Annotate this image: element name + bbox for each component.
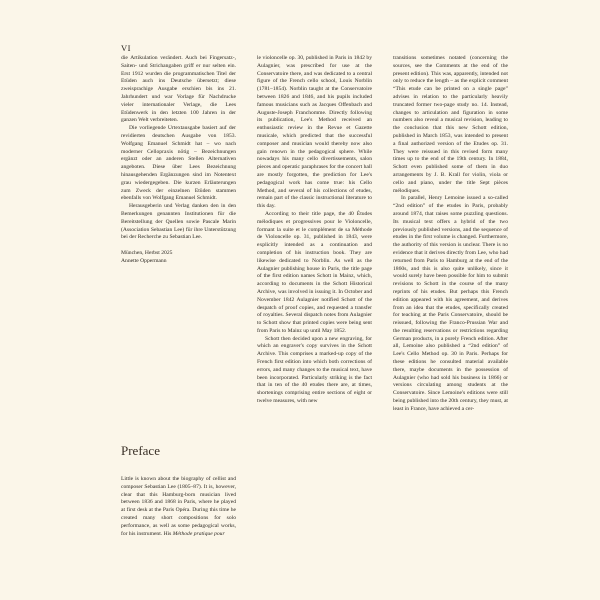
section-heading: Preface [121,443,160,458]
paragraph: le violoncelle op. 30, published in Paris in 1842 by Aulagnier, was prescribed for use at the Conservatoire there, and was dedicated to a central figure of the French cello school, Louis Norblin (1781–1854). Norblin taught at the Conservatoire between 1826 and 1846, and his pupils included famous musicians such as Jacques Offenbach and Auguste-Joseph Franchomme. Directly following its publication, Lee's Method received an enthusiastic review in the Revue et Gazette musicale, which predicted that the successful composer and musician would thereby now also gain renown in the pedagogical sphere. While nowadays his many cello divertissements, salon pieces and operatic paraphrases for the concert hall are mostly forgotten, the prediction for Lee's pedagogical work has come true: his Cello Method, and several of his collections of etudes, remain part of the classic instructional literature to this day. [257,55,372,210]
author-line: Annette Oppermann [121,257,167,264]
paragraph: Herausgeberin und Verlag danken den in den Bemerkungen genannten Institutionen für die Bereitstellung der Quellen sowie Pascale Marin (Association Sebastian Lee) für ihre Unterstützung bei der Recherche zu Sebastian Lee. [121,203,236,241]
column-3 [393,55,508,414]
paragraph: In parallel, Henry Lemoine issued a so-called “2nd edition” of the etudes in Paris, probably around 1874, that raises some puzzling questions. Its musical text offers a hybrid of the two previously published versions, and the sequence of etudes in the first volume is changed. Furthermore, the authority of this version is unclear. There is no evidence that it derives directly from Lee, who had returned from Paris to Hamburg at the end of the 1860s, and this is also quite unlikely, since it would surely have been possible for him to submit revisions to Schott in the course of the many reprints of his etudes. But perhaps this French edition appeared with his agreement, and derives from an idea that the etudes, specifically created for teaching at the Paris Conservatoire, should be reissued, following the Franco-Prussian War and the resulting reservations or restrictions regarding German products, in a purely French edition. After all, Lemoine also published a “2nd edition” of Lee's Cello Method op. 30 in Paris. Perhaps for these editions he consulted material available there, maybe documents in the possession of Aulagnier (who had sold his business in 1866) or versions circulating among students at the Conservatoire. Since Lemoine's editions were still being published into the 20th century, they must, at least in France, have achieved a cer- [393,195,508,412]
date-line: München, Herbst 2025 [121,249,173,256]
page-number: VI [121,43,131,53]
paragraph [121,476,236,538]
paragraph: transitions sometimes notated (concerning the sources, see the Comments at the end of the present edition). This was, apparently, intended not only to reduce the length – as the explicit comment “This etude can be printed on a single page” advises in relation to the particularly heavily truncated former two-page study no. 14. Instead, changes to articulation and figuration in some numbers also reveal a musical revision, leading to the conclusion that this new Schott edition, published in March 1853, was intended to present a final authorized version of the Etudes op. 31. They were reissued in this revised form many times up to the end of the 19th century. In 1884, Schott even published some of them in duo arrangements by J. B. Krall for violin, viola or cello and piano, under the title Sept pièces mélodiques. [393,55,508,194]
paragraph: die Artikulation verändert. Auch bei Fingersatz-, Saiten- und Strichangaben griff er nur selten ein. Erst 1912 wurden die programmatischen Titel der Etüden auch ins Deutsche übersetzt; diese zweisprachige Ausgabe erschien bis ins 21. Jahrhundert und war Vorlage für Nachdrucke vieler internationaler Verlage, die Lees Etüdenwerk in den letzten 100 Jahren in der ganzen Welt verbreiteten. [121,55,236,124]
paragraph: Schott then decided upon a new engraving, for which an engraver's copy survives in the Schott Archive. This comprises a marked-up copy of the French first edition into which both corrections of errors, and many changes to the musical text, have been incorporated. Particularly striking is the fact that in ten of the 40 etudes there are, at times, shortenings comprising entire sections of eight or twelve measures, with new [257,335,372,405]
paragraph: According to their title page, the 40 Études mélodiques et progressives pour le Violoncelle, formant la suite et le complément de sa Méthode de Violoncelle op. 31, published in 1843, were explicitly intended as a continuation and completion of his instruction book. They are likewise dedicated to Norblin. As well as the Aulagnier publishing house in Paris, the title page of the first edition names Schott in Mainz, which, according to documents in the Schott Historical Archive, was involved in issuing it. In October and November 1842 Aulagnier notified Schott of the despatch of proof copies, and requested a transfer of royalties. Several dispatch notes from Aulagnier to Schott show that printed copies were being sent from Paris to Mainz up until May 1852. [257,210,372,334]
column-1-preface [121,476,236,538]
column-2 [257,55,372,406]
column-1 [121,55,236,266]
italic-title: Méthode pratique pour [172,530,225,537]
paragraph: Die vorliegende Urtextausgabe basiert auf der revidierten deutschen Ausgabe von 1853. Wolfgang Emanuel Schmidt hat – wo nach moderner Cellopraxis nötig – Bezeichnungen ergänzt oder an anderen Stellen Alternativen angeboten. Diese über Lees Bezeichnung hinausgehenden Ergänzungen sind im Notentext grau wiedergegeben. Die kurzen Erläuterungen zum Zweck der einzelnen Etüden stammen ebenfalls von Wolfgang Emanuel Schmidt. [121,125,236,202]
paragraph-text: Little is known about the biography of cellist and composer Sebastian Lee (1805–87). It is, however, clear that this Hamburg-born musician lived between 1836 and 1868 in Paris, where he played at first desk at the Paris Opéra. During this time he created many short compositions for solo performance, as well as some pedagogical works, for his instrument. His [121,476,236,537]
